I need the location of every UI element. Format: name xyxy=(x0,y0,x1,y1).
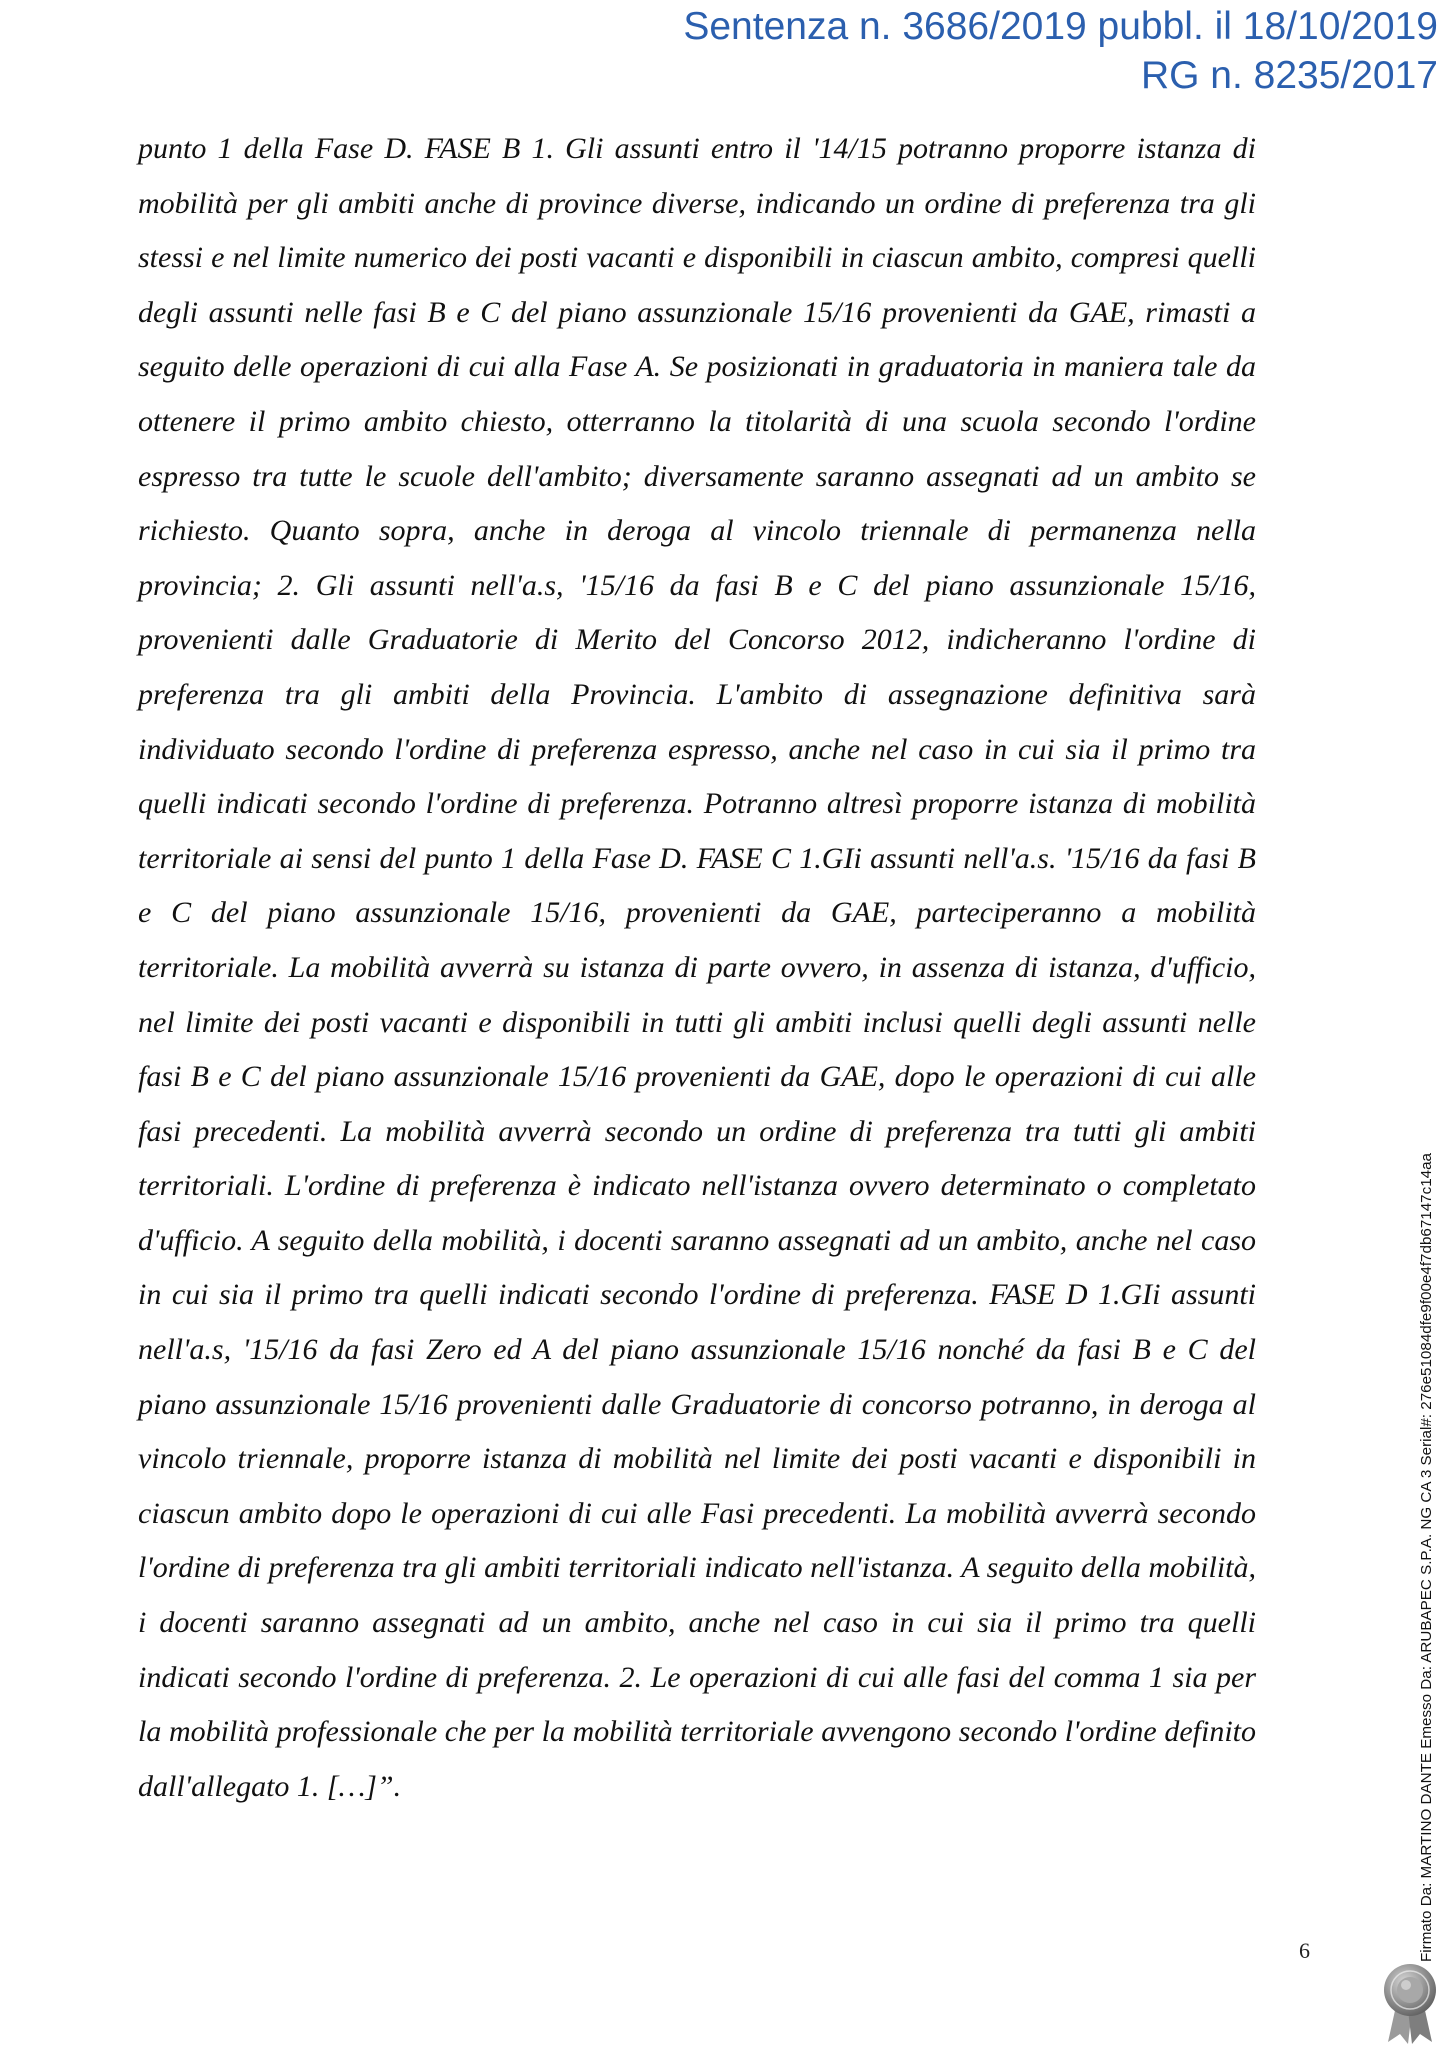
rosette-seal-icon xyxy=(1378,1962,1442,2044)
body-paragraph: punto 1 della Fase D. FASE B 1. Gli assunti entro il '14/15 potranno proporre istanza di mobilità per gli ambiti anche di province diverse, indicando un ordine di preferenza tra gli stessi e nel limite numerico dei posti vacanti e disponibili in ciascun ambito, compresi quelli degli assunti nelle fasi B e C del piano assunzionale 15/16 provenienti da GAE, rimasti a seguito delle operazioni di cui alla Fase A. Se posizionati in graduatoria in maniera tale da ottenere il primo ambito chiesto, otterranno la titolarità di una scuola secondo l'ordine espresso tra tutte le scuole dell'ambito; diversamente saranno assegnati ad un ambito se richiesto. Quanto sopra, anche in deroga al vincolo triennale di permanenza nella provincia; 2. Gli assunti nell'a.s, '15/16 da fasi B e C del piano assunzionale 15/16, provenienti dalle Graduatorie di Merito del Concorso 2012, indicheranno l'ordine di preferenza tra gli ambiti della Provincia. L'ambito di assegnazione definitiva sarà individuato secondo l'ordine di preferenza espresso, anche nel caso in cui sia il primo tra quelli indicati secondo l'ordine di preferenza. Potranno altresì proporre istanza di mobilità territoriale ai sensi del punto 1 della Fase D. FASE C 1.GIi assunti nell'a.s. '15/16 da fasi B e C del piano assunzionale 15/16, provenienti da GAE, parteciperanno a mobilità territoriale. La mobilità avverrà su istanza di parte ovvero, in assenza di istanza, d'ufficio, nel limite dei posti vacanti e disponibili in tutti gli ambiti inclusi quelli degli assunti nelle fasi B e C del piano assunzionale 15/16 provenienti da GAE, dopo le operazioni di cui alle fasi precedenti. La mobilità avverrà secondo un ordine di preferenza tra tutti gli ambiti territoriali. L'ordine di preferenza è indicato nell'istanza ovvero determinato o completato d'ufficio. A seguito della mobilità, i docenti saranno assegnati ad un ambito, anche nel caso in cui sia il primo tra quelli indicati secondo l'ordine di preferenza. FASE D 1.GIi assunti nell'a.s, '15/16 da fasi Zero ed A del piano assunzionale 15/16 nonché da fasi B e C del piano assunzionale 15/16 provenienti dalle Graduatorie di concorso potranno, in deroga al vincolo triennale, proporre istanza di mobilità nel limite dei posti vacanti e disponibili in ciascun ambito dopo le operazioni di cui alle Fasi precedenti. La mobilità avverrà secondo l'ordine di preferenza tra gli ambiti territoriali indicato nell'istanza. A seguito della mobilità, i docenti saranno assegnati ad un ambito, anche nel caso in cui sia il primo tra quelli indicati secondo l'ordine di preferenza. 2. Le operazioni di cui alle fasi del comma 1 sia per la mobilità professionale che per la mobilità territoriale avvengono secondo l'ordine definito dall'allegato 1. […]”. xyxy=(138,132,1256,1803)
digital-signature-text: Firmato Da: MARTINO DANTE Emesso Da: ARUBAPEC S.P.A. NG CA 3 Serial#: 276e51084dfe9f00e4f7db67147c14aa xyxy=(1418,1152,1435,1962)
page-number: 6 xyxy=(1299,1938,1310,1963)
document-header xyxy=(683,2,1438,100)
sentence-number: Sentenza n. 3686/2019 pubbl. il 18/10/2019 xyxy=(683,5,1438,48)
case-register-number: RG n. 8235/2017 xyxy=(1140,54,1438,97)
